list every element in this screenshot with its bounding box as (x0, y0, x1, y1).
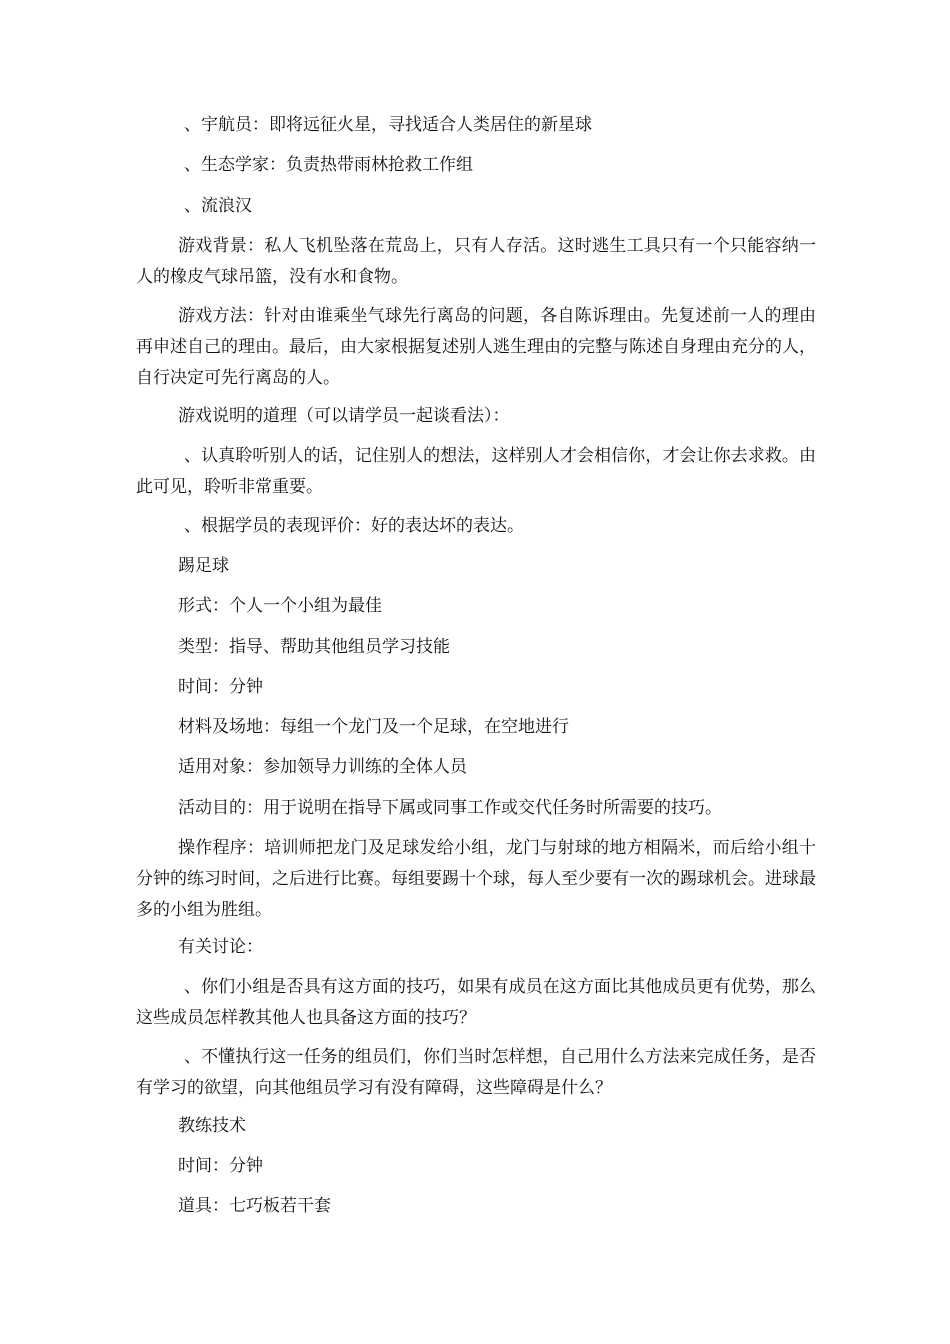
lesson-evaluation: 、根据学员的表现评价：好的表达坏的表达。 (184, 516, 524, 536)
game-lesson-heading: 游戏说明的道理（可以请学员一起谈看法）： (178, 406, 510, 426)
football-form: 形式：个人一个小组为最佳 (178, 596, 382, 616)
discussion-heading: 有关讨论： (178, 937, 263, 957)
role-ecologist: 、生态学家：负责热带雨林抢救工作组 (184, 155, 473, 175)
football-type: 类型：指导、帮助其他组员学习技能 (178, 637, 450, 657)
section-title-football: 踢足球 (178, 556, 229, 576)
discussion-question-2: 、不懂执行这一任务的组员们，你们当时怎样想，自己用什么方法来完成任务，是否有学习的欲望，向其他组员学习有没有障碍，这些障碍是什么？ (136, 1047, 816, 1098)
football-audience: 适用对象：参加领导力训练的全体人员 (178, 757, 467, 777)
coaching-props: 道具：七巧板若干套 (178, 1196, 331, 1216)
discussion-question-1: 、你们小组是否具有这方面的技巧，如果有成员在这方面比其他成员更有优势，那么这些成员怎样教其他人也具备这方面的技巧？ (136, 977, 816, 1028)
football-purpose: 活动目的：用于说明在指导下属或同事工作或交代任务时所需要的技巧。 (178, 798, 722, 818)
coaching-time: 时间：分钟 (178, 1156, 263, 1176)
football-time: 时间：分钟 (178, 677, 263, 697)
role-vagrant: 、流浪汉 (184, 196, 252, 216)
role-astronaut: 、宇航员：即将远征火星，寻找适合人类居住的新星球 (184, 115, 592, 135)
football-procedure: 操作程序：培训师把龙门及足球发给小组，龙门与射球的地方相隔米，而后给小组十分钟的练习时间，之后进行比赛。每组要踢十个球，每人至少要有一次的踢球机会。进球最多的小组为胜组。 (136, 838, 816, 920)
lesson-listening: 、认真聆听别人的话，记住别人的想法，这样别人才会相信你，才会让你去求救。由此可见，聆听非常重要。 (136, 446, 816, 497)
game-method: 游戏方法：针对由谁乘坐气球先行离岛的问题，各自陈诉理由。先复述前一人的理由再申述自己的理由。最后，由大家根据复述别人逃生理由的完整与陈述自身理由充分的人，自行决定可先行离岛的人。 (136, 306, 816, 388)
football-materials: 材料及场地：每组一个龙门及一个足球，在空地进行 (178, 717, 569, 737)
game-background: 游戏背景：私人飞机坠落在荒岛上，只有人存活。这时逃生工具只有一个只能容纳一人的橡皮气球吊篮，没有水和食物。 (136, 236, 816, 287)
section-title-coaching: 教练技术 (178, 1116, 246, 1136)
